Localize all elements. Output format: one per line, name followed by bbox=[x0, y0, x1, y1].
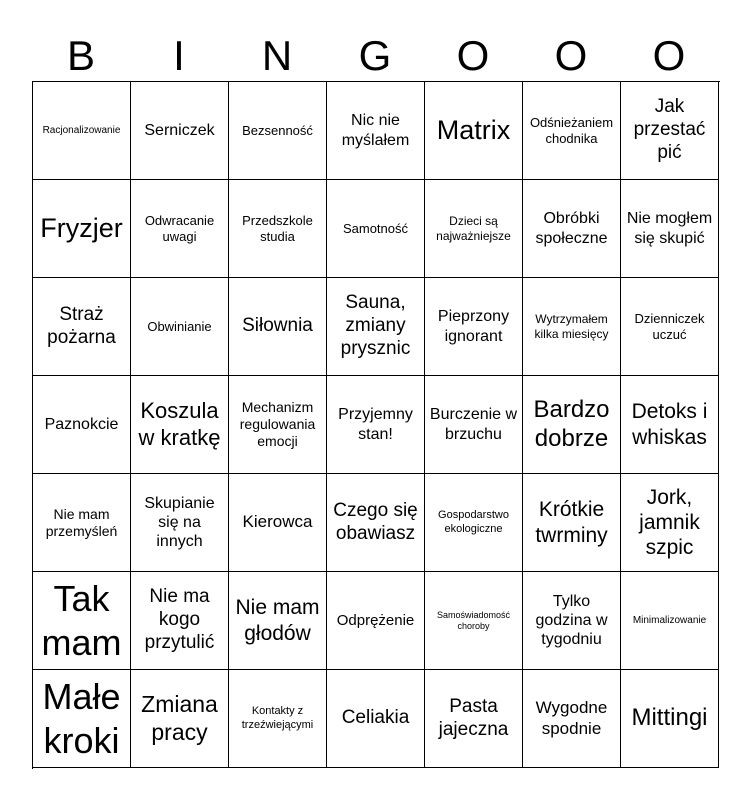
cell-label: Paznokcie bbox=[44, 415, 119, 433]
cell-label: Dzienniczek uczuć bbox=[634, 310, 705, 342]
header-letter-1: B bbox=[66, 32, 95, 79]
bingo-cell[interactable] bbox=[33, 572, 131, 670]
bingo-cell[interactable] bbox=[33, 180, 131, 278]
bingo-cell[interactable] bbox=[621, 670, 719, 768]
bingo-cell[interactable] bbox=[131, 670, 229, 768]
bingo-cell[interactable] bbox=[327, 82, 425, 180]
cell-label: Przyjemny stan! bbox=[338, 406, 413, 443]
bingo-cell[interactable] bbox=[229, 180, 327, 278]
cell-label: Kontakty z trzeźwiejącymi bbox=[241, 705, 314, 731]
header-letter-6: O bbox=[554, 32, 588, 79]
cell-label: Jak przestać pić bbox=[633, 96, 706, 163]
bingo-cell[interactable] bbox=[229, 670, 327, 768]
bingo-cell[interactable] bbox=[131, 180, 229, 278]
bingo-cell[interactable] bbox=[131, 376, 229, 474]
bingo-cell[interactable] bbox=[621, 278, 719, 376]
bingo-cell[interactable] bbox=[425, 180, 523, 278]
bingo-cell[interactable] bbox=[327, 278, 425, 376]
cell-label: Detoks i whiskas bbox=[631, 400, 708, 449]
cell-label: Bezsenność bbox=[242, 122, 313, 138]
cell-label: Obróbki społeczne bbox=[535, 210, 608, 247]
cell-label: Gospodarstwo ekologiczne bbox=[438, 509, 509, 535]
cell-label: Mittingi bbox=[631, 704, 708, 732]
cell-label: Burczenie w brzuchu bbox=[429, 406, 518, 443]
bingo-cell[interactable] bbox=[33, 474, 131, 572]
bingo-cell[interactable] bbox=[327, 376, 425, 474]
cell-label: Krótkie twrminy bbox=[535, 498, 608, 547]
bingo-cell[interactable] bbox=[523, 376, 621, 474]
bingo-cell[interactable] bbox=[425, 278, 523, 376]
cell-label: Siłownia bbox=[242, 315, 313, 337]
bingo-cell[interactable] bbox=[523, 474, 621, 572]
cell-label: Nie ma kogo przytulić bbox=[144, 586, 215, 653]
cell-label: Skupianie się na innych bbox=[144, 494, 215, 551]
bingo-cell[interactable] bbox=[425, 376, 523, 474]
bingo-cell[interactable] bbox=[131, 278, 229, 376]
bingo-cell[interactable] bbox=[425, 670, 523, 768]
bingo-cell[interactable] bbox=[523, 670, 621, 768]
bingo-cell[interactable] bbox=[33, 376, 131, 474]
cell-label: Samoświadomość choroby bbox=[436, 609, 511, 631]
bingo-cell[interactable] bbox=[229, 376, 327, 474]
bingo-cell[interactable] bbox=[229, 278, 327, 376]
bingo-cell[interactable] bbox=[523, 572, 621, 670]
cell-label: Sauna, zmiany prysznic bbox=[340, 292, 411, 359]
bingo-cell[interactable] bbox=[33, 670, 131, 768]
bingo-cell[interactable] bbox=[327, 180, 425, 278]
bingo-cell[interactable] bbox=[131, 82, 229, 180]
cell-label: Matrix bbox=[436, 115, 511, 146]
cell-label: Kierowca bbox=[242, 512, 313, 532]
bingo-cell[interactable] bbox=[131, 474, 229, 572]
cell-label: Odprężenie bbox=[336, 611, 415, 629]
bingo-cell[interactable] bbox=[621, 376, 719, 474]
cell-label: Celiakia bbox=[341, 707, 410, 729]
header-letter-5: O bbox=[456, 32, 490, 79]
bingo-cell[interactable] bbox=[33, 278, 131, 376]
cell-label: Bardzo dobrze bbox=[533, 395, 610, 452]
cell-label: Samotność bbox=[342, 220, 409, 236]
cell-label: Mechanizm regulowania emocji bbox=[239, 399, 316, 449]
bingo-cell[interactable] bbox=[425, 82, 523, 180]
bingo-header bbox=[32, 30, 718, 82]
bingo-grid bbox=[32, 81, 720, 769]
bingo-cell[interactable] bbox=[523, 180, 621, 278]
header-letter-2: I bbox=[173, 32, 185, 79]
cell-label: Fryzjer bbox=[40, 213, 123, 244]
bingo-cell[interactable] bbox=[131, 572, 229, 670]
bingo-cell[interactable] bbox=[327, 474, 425, 572]
header-letter-4: G bbox=[358, 32, 392, 79]
cell-label: Serniczek bbox=[144, 121, 215, 139]
cell-label: Nie mam przemyśleń bbox=[45, 505, 118, 539]
cell-label: Małe kroki bbox=[42, 676, 121, 761]
cell-label: Czego się obawiasz bbox=[333, 499, 418, 544]
cell-label: Pasta jajeczna bbox=[438, 695, 509, 740]
cell-label: Racjonalizowanie bbox=[42, 124, 121, 136]
cell-label: Straż pożarna bbox=[47, 303, 116, 348]
cell-label: Tak mam bbox=[41, 578, 122, 663]
bingo-cell[interactable] bbox=[425, 474, 523, 572]
bingo-cell[interactable] bbox=[621, 180, 719, 278]
bingo-cell[interactable] bbox=[327, 572, 425, 670]
bingo-cell[interactable] bbox=[229, 474, 327, 572]
cell-label: Nie mogłem się skupić bbox=[626, 210, 713, 247]
cell-label: Tylko godzina w tygodniu bbox=[535, 592, 608, 649]
bingo-cell[interactable] bbox=[523, 82, 621, 180]
cell-label: Pieprzony ignorant bbox=[437, 308, 510, 345]
bingo-cell[interactable] bbox=[621, 474, 719, 572]
cell-label: Minimalizowanie bbox=[632, 614, 707, 626]
bingo-cell[interactable] bbox=[33, 82, 131, 180]
cell-label: Nie mam głodów bbox=[235, 596, 320, 645]
header-letter-3: N bbox=[261, 32, 293, 79]
bingo-cell[interactable] bbox=[425, 572, 523, 670]
bingo-cell[interactable] bbox=[229, 82, 327, 180]
bingo-cell[interactable] bbox=[621, 572, 719, 670]
cell-label: Wygodne spodnie bbox=[535, 698, 608, 738]
bingo-cell[interactable] bbox=[523, 278, 621, 376]
cell-label: Odwracanie uwagi bbox=[144, 212, 215, 244]
cell-label: Nic nie myślałem bbox=[341, 112, 410, 149]
cell-label: Jork, jamnik szpic bbox=[639, 485, 700, 560]
bingo-cell[interactable] bbox=[327, 670, 425, 768]
cell-label: Obwinianie bbox=[147, 318, 212, 334]
cell-label: Dzieci są najważniejsze bbox=[436, 214, 511, 243]
bingo-cell[interactable] bbox=[621, 82, 719, 180]
cell-label: Odśnieżaniem chodnika bbox=[529, 114, 614, 146]
cell-label: Zmiana pracy bbox=[141, 690, 218, 745]
cell-label: Wytrzymałem kilka miesięcy bbox=[534, 312, 609, 341]
cell-label: Koszula w kratkę bbox=[138, 398, 221, 450]
header-letter-7: O bbox=[652, 32, 686, 79]
cell-label: Przedszkole studia bbox=[242, 212, 313, 244]
bingo-cell[interactable] bbox=[229, 572, 327, 670]
